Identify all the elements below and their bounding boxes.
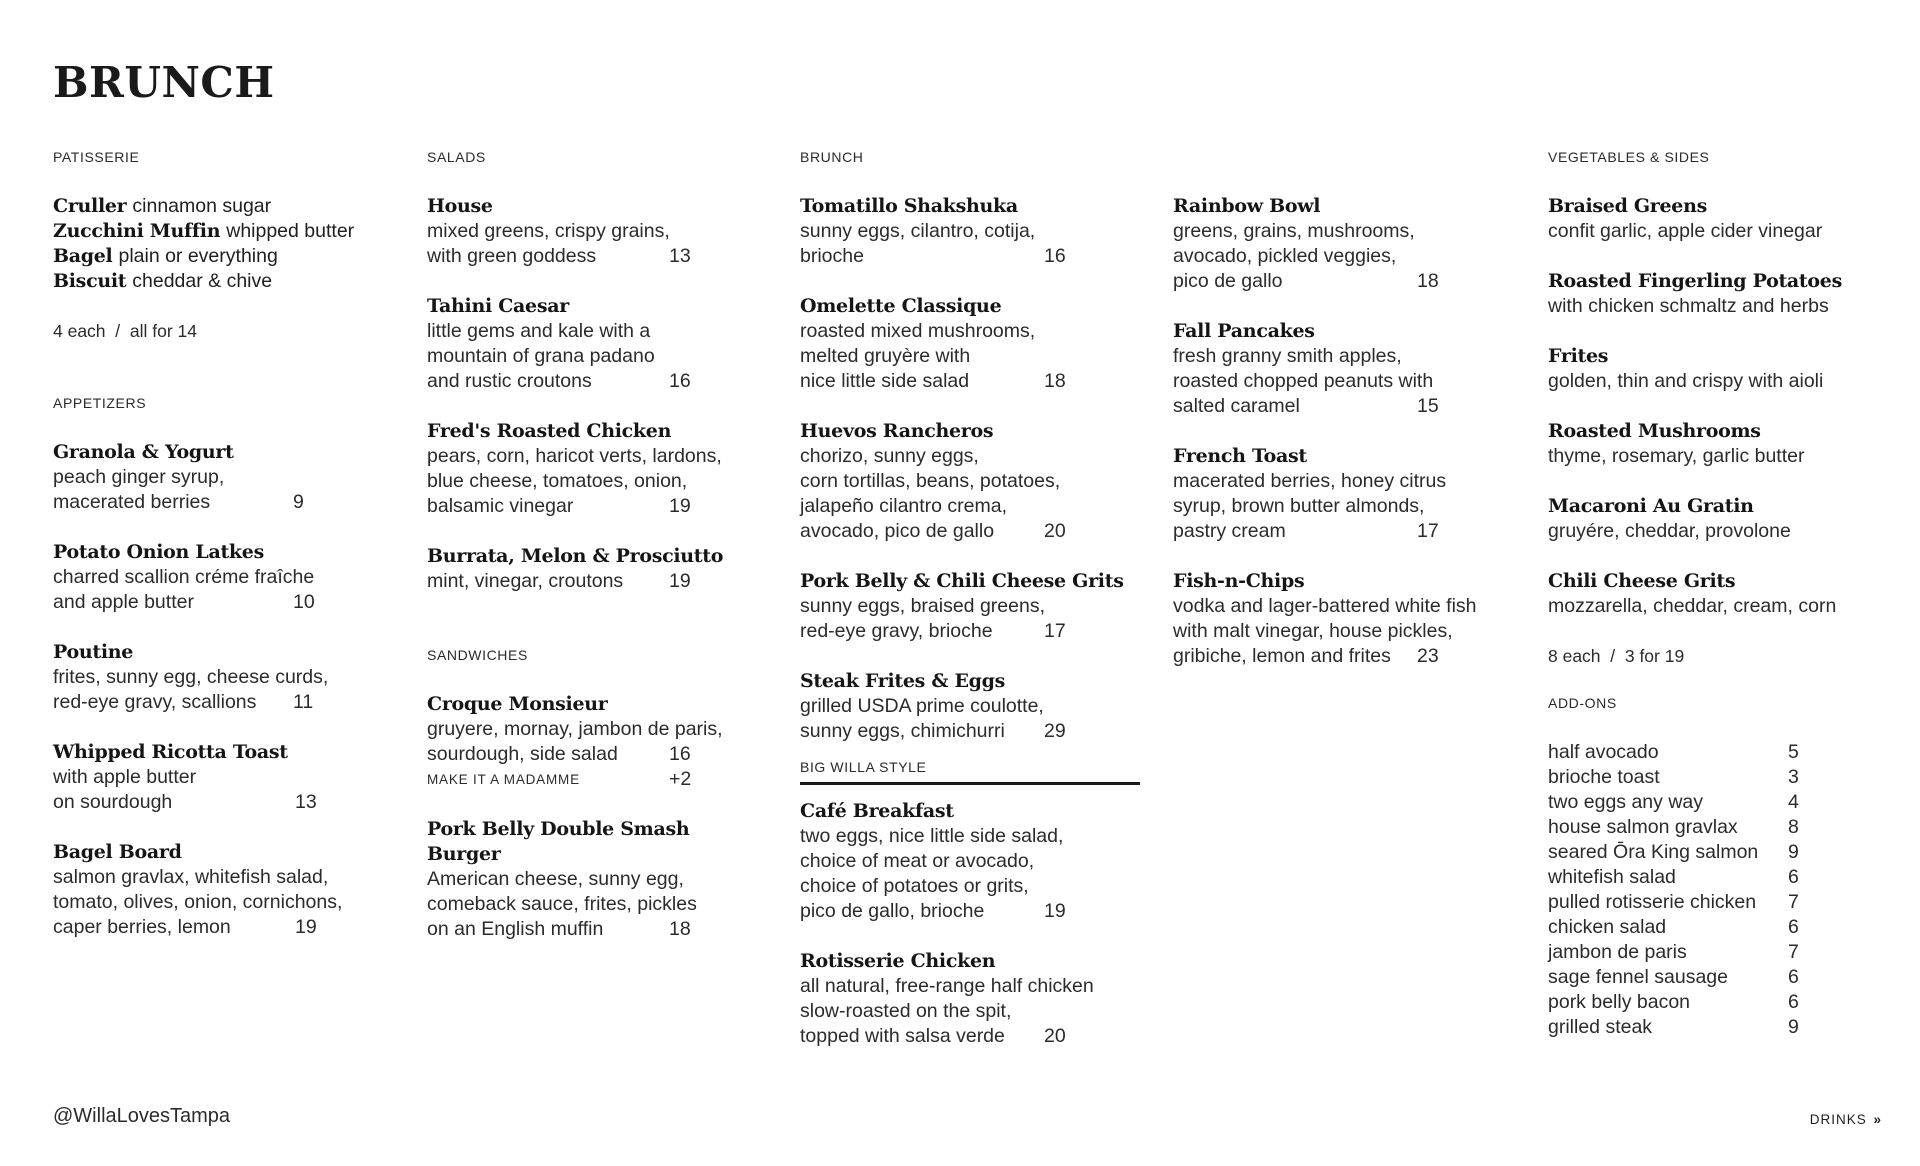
item-price: 19 <box>1044 900 1066 922</box>
item-desc: balsamic vinegar 19 <box>427 495 691 517</box>
item-desc: avocado, pico de gallo 20 <box>800 520 1066 542</box>
item-price: 10 <box>293 591 315 613</box>
item-desc: with green goddess 13 <box>427 245 691 267</box>
item-desc: little gems and kale with a <box>427 320 651 342</box>
page-title: BRUNCH <box>53 58 275 107</box>
item-desc: grilled USDA prime coulotte, <box>800 695 1044 717</box>
item-desc: salmon gravlax, whitefish salad, <box>53 866 329 888</box>
item-desc: caper berries, lemon 19 <box>53 916 317 938</box>
menu-item-shakshuka <box>800 194 1145 269</box>
item-desc: comeback sauce, frites, pickles <box>427 893 697 915</box>
addon-row: chicken salad 6 <box>1548 916 1799 938</box>
drinks-link[interactable] <box>1810 1112 1882 1127</box>
social-handle: @WillaLovesTampa <box>53 1105 231 1127</box>
addon-price: 4 <box>1788 791 1799 813</box>
menu-item-side <box>1548 269 1888 319</box>
item-desc: all natural, free-range half chicken <box>800 975 1094 997</box>
addon-row: whitefish salad 6 <box>1548 866 1799 888</box>
item-desc: macerated berries 9 <box>53 491 304 513</box>
addon-price: 3 <box>1788 766 1799 788</box>
item-desc: plain or everything <box>118 245 278 267</box>
item-desc: sunny eggs, cilantro, cotija, <box>800 220 1036 242</box>
item-desc: mixed greens, crispy grains, <box>427 220 670 242</box>
addon-price: 6 <box>1788 866 1799 888</box>
item-desc: chorizo, sunny eggs, <box>800 445 979 467</box>
item-desc: jalapeño cilantro crema, <box>800 495 1008 517</box>
item-name: French Toast <box>1173 445 1307 467</box>
menu-item-house-salad <box>427 194 767 269</box>
item-desc: red-eye gravy, scallions 11 <box>53 691 314 713</box>
section-label-brunch: BRUNCH <box>800 149 864 165</box>
patisserie-list <box>53 194 383 294</box>
item-price: 18 <box>1044 370 1066 392</box>
addon-price: 5 <box>1788 741 1799 763</box>
item-desc: choice of meat or avocado, <box>800 850 1035 872</box>
item-desc: peach ginger syrup, <box>53 466 225 488</box>
item-name: Biscuit <box>53 270 127 292</box>
addon-price: 9 <box>1788 1016 1799 1038</box>
item-price: 18 <box>1417 270 1439 292</box>
item-desc: pears, corn, haricot verts, lardons, <box>427 445 722 467</box>
item-desc: on an English muffin 18 <box>427 918 691 940</box>
item-name: Roasted Mushrooms <box>1548 420 1761 442</box>
column-4 <box>1173 148 1513 694</box>
item-name: Whipped Ricotta Toast <box>53 741 288 763</box>
item-desc: pastry cream 17 <box>1173 520 1439 542</box>
item-name: Poutine <box>53 641 134 663</box>
item-desc: American cheese, sunny egg, <box>427 868 684 890</box>
addon-price: 6 <box>1788 916 1799 938</box>
item-desc: sunny eggs, chimichurri 29 <box>800 720 1066 742</box>
item-desc: charred scallion créme fraîche <box>53 566 315 588</box>
item-desc: roasted mixed mushrooms, <box>800 320 1036 342</box>
item-name: Pork Belly Double Smash Burger <box>427 818 690 865</box>
list-item <box>53 219 383 244</box>
item-desc: and apple butter 10 <box>53 591 315 613</box>
menu-item-tahini-caesar <box>427 294 767 394</box>
menu-item-rotisserie-chicken <box>800 949 1145 1049</box>
item-desc: mountain of grana padano <box>427 345 655 367</box>
item-price: 17 <box>1417 520 1439 542</box>
item-name: Fall Pancakes <box>1173 320 1315 342</box>
addon-price: 7 <box>1788 941 1799 963</box>
item-desc: macerated berries, honey citrus <box>1173 470 1447 492</box>
menu-item-omelette <box>800 294 1145 394</box>
addon-row: jambon de paris 7 <box>1548 941 1799 963</box>
item-desc: avocado, pickled veggies, <box>1173 245 1397 267</box>
list-item <box>53 269 383 294</box>
item-price: 20 <box>1044 1025 1066 1047</box>
item-name: Macaroni Au Gratin <box>1548 495 1754 517</box>
section-label-big-willa: BIG WILLA STYLE <box>800 759 927 775</box>
column-2 <box>427 148 767 967</box>
item-name: Frites <box>1548 345 1609 367</box>
addon-price: 8 <box>1788 816 1799 838</box>
menu-item-french-toast <box>1173 444 1513 544</box>
item-desc: salted caramel 15 <box>1173 395 1439 417</box>
section-label-empty <box>1173 148 1513 166</box>
menu-item-granola <box>53 440 383 515</box>
item-desc: pico de gallo 18 <box>1173 270 1439 292</box>
item-desc: topped with salsa verde 20 <box>800 1025 1066 1047</box>
item-price: 13 <box>295 791 317 813</box>
item-price: 20 <box>1044 520 1066 542</box>
item-desc: vodka and lager-battered white fish <box>1173 595 1477 617</box>
menu-item-pork-belly-grits <box>800 569 1145 644</box>
addon-row: brioche toast 3 <box>1548 766 1799 788</box>
item-desc: with apple butter <box>53 766 197 788</box>
addon-price: 6 <box>1788 991 1799 1013</box>
item-desc: nice little side salad 18 <box>800 370 1066 392</box>
menu-item-side <box>1548 494 1888 544</box>
menu-item-cafe-breakfast <box>800 799 1145 924</box>
item-price: 16 <box>669 743 691 765</box>
item-desc: syrup, brown butter almonds, <box>1173 495 1425 517</box>
menu-item-side <box>1548 569 1888 619</box>
madamme-price: +2 <box>669 768 692 790</box>
section-divider <box>800 782 1140 785</box>
item-name: Fish-n-Chips <box>1173 570 1305 592</box>
menu-item-huevos-rancheros <box>800 419 1145 544</box>
menu-item-side <box>1548 419 1888 469</box>
drinks-link-label: DRINKS <box>1809 1112 1867 1127</box>
section-label-sandwiches: SANDWICHES <box>427 647 528 663</box>
item-price: 19 <box>669 495 691 517</box>
patisserie-pricing: 4 each / all for 14 <box>53 321 197 341</box>
menu-item-latkes <box>53 540 383 615</box>
item-desc: blue cheese, tomatoes, onion, <box>427 470 688 492</box>
item-name: Rainbow Bowl <box>1173 195 1321 217</box>
addon-row: grilled steak 9 <box>1548 1016 1799 1038</box>
item-desc: gribiche, lemon and frites 23 <box>1173 645 1439 667</box>
addon-row: pulled rotisserie chicken 7 <box>1548 891 1799 913</box>
item-name: Burrata, Melon & Prosciutto <box>427 545 724 567</box>
item-desc: greens, grains, mushrooms, <box>1173 220 1415 242</box>
item-price: 16 <box>1044 245 1066 267</box>
section-label-appetizers: APPETIZERS <box>53 395 147 411</box>
item-name: Steak Frites & Eggs <box>800 670 1006 692</box>
addon-row: half avocado 5 <box>1548 741 1799 763</box>
menu-item-fish-n-chips <box>1173 569 1513 669</box>
list-item <box>53 244 383 269</box>
item-price: 19 <box>669 570 691 592</box>
item-desc: confit garlic, apple cider vinegar <box>1548 220 1823 242</box>
menu-item-fall-pancakes <box>1173 319 1513 419</box>
section-label-patisserie: PATISSERIE <box>53 149 140 165</box>
item-price: 11 <box>293 691 314 713</box>
section-label-salads: SALADS <box>427 149 486 165</box>
column-1 <box>53 148 383 965</box>
menu-item-side <box>1548 344 1888 394</box>
item-price: 18 <box>669 918 691 940</box>
item-desc: with malt vinegar, house pickles, <box>1173 620 1453 642</box>
item-desc: mozzarella, cheddar, cream, corn <box>1548 595 1837 617</box>
menu-item-roasted-chicken-salad <box>427 419 767 519</box>
addon-row: house salmon gravlax 8 <box>1548 816 1799 838</box>
double-chevron-right-icon: » <box>1873 1112 1882 1127</box>
item-desc: sourdough, side salad 16 <box>427 743 691 765</box>
menu-item-side <box>1548 194 1888 244</box>
item-name: Fred's Roasted Chicken <box>427 420 672 442</box>
addon-price: 6 <box>1788 966 1799 988</box>
item-name: Granola & Yogurt <box>53 441 234 463</box>
item-desc: brioche 16 <box>800 245 1066 267</box>
item-name: Roasted Fingerling Potatoes <box>1548 270 1842 292</box>
addon-row: sage fennel sausage 6 <box>1548 966 1799 988</box>
item-desc: roasted chopped peanuts with <box>1173 370 1434 392</box>
item-name: Potato Onion Latkes <box>53 541 264 563</box>
item-name: Rotisserie Chicken <box>800 950 996 972</box>
item-desc: mint, vinegar, croutons 19 <box>427 570 691 592</box>
addon-row: seared Ōra King salmon 9 <box>1548 841 1799 863</box>
menu-item-ricotta-toast <box>53 740 383 815</box>
menu-item-smash-burger <box>427 817 767 942</box>
item-desc: gruyere, mornay, jambon de paris, <box>427 718 723 740</box>
item-desc: choice of potatoes or grits, <box>800 875 1029 897</box>
madamme-option: MAKE IT A MADAMME +2 <box>427 768 692 790</box>
item-name: Huevos Rancheros <box>800 420 994 442</box>
item-desc: on sourdough 13 <box>53 791 317 813</box>
item-name: Croque Monsieur <box>427 693 608 715</box>
item-name: Café Breakfast <box>800 800 954 822</box>
addon-row: two eggs any way 4 <box>1548 791 1799 813</box>
item-name: Cruller <box>53 195 127 217</box>
item-desc: with chicken schmaltz and herbs <box>1548 295 1829 317</box>
item-desc: melted gruyère with <box>800 345 971 367</box>
menu-item-burrata <box>427 544 767 594</box>
item-name: Zucchini Muffin <box>53 220 221 242</box>
section-label-addons: ADD-ONS <box>1548 695 1617 711</box>
addon-row: pork belly bacon 6 <box>1548 991 1799 1013</box>
item-desc: slow-roasted on the spit, <box>800 1000 1012 1022</box>
list-item <box>53 194 383 219</box>
menu-item-steak-frites <box>800 669 1145 744</box>
item-price: 17 <box>1044 620 1066 642</box>
item-price: 13 <box>669 245 691 267</box>
item-price: 19 <box>295 916 317 938</box>
item-name: Omelette Classique <box>800 295 1002 317</box>
addons-list <box>1548 740 1888 1040</box>
addon-price: 9 <box>1788 841 1799 863</box>
column-3 <box>800 148 1145 1074</box>
menu-item-bagel-board <box>53 840 383 940</box>
item-desc: two eggs, nice little side salad, <box>800 825 1064 847</box>
item-name: Tahini Caesar <box>427 295 569 317</box>
item-desc: fresh granny smith apples, <box>1173 345 1402 367</box>
item-desc: pico de gallo, brioche 19 <box>800 900 1066 922</box>
column-5 <box>1548 148 1888 1040</box>
item-name: Bagel <box>53 245 113 267</box>
item-price: 9 <box>293 491 304 513</box>
item-name: Braised Greens <box>1548 195 1708 217</box>
item-name: Chili Cheese Grits <box>1548 570 1736 592</box>
item-desc: thyme, rosemary, garlic butter <box>1548 445 1805 467</box>
item-name: Pork Belly & Chili Cheese Grits <box>800 570 1124 592</box>
item-desc: frites, sunny egg, cheese curds, <box>53 666 329 688</box>
item-name: Bagel Board <box>53 841 182 863</box>
item-price: 29 <box>1044 720 1066 742</box>
item-desc: cheddar & chive <box>132 270 273 292</box>
sides-pricing: 8 each / 3 for 19 <box>1548 646 1685 666</box>
item-desc: and rustic croutons 16 <box>427 370 691 392</box>
section-label-sides: VEGETABLES & SIDES <box>1548 149 1710 165</box>
menu-item-rainbow-bowl <box>1173 194 1513 294</box>
item-desc: cinnamon sugar <box>132 195 272 217</box>
item-desc: gruyére, cheddar, provolone <box>1548 520 1791 542</box>
menu-item-croque-monsieur <box>427 692 767 792</box>
item-price: 23 <box>1417 645 1439 667</box>
item-name: House <box>427 195 493 217</box>
item-desc: tomato, olives, onion, cornichons, <box>53 891 343 913</box>
addon-price: 7 <box>1788 891 1799 913</box>
item-desc: corn tortillas, beans, potatoes, <box>800 470 1061 492</box>
item-desc: red-eye gravy, brioche 17 <box>800 620 1066 642</box>
item-desc: sunny eggs, braised greens, <box>800 595 1045 617</box>
item-desc: whipped butter <box>226 220 355 242</box>
item-desc: golden, thin and crispy with aioli <box>1548 370 1824 392</box>
item-price: 15 <box>1417 395 1439 417</box>
menu-item-poutine <box>53 640 383 715</box>
item-price: 16 <box>669 370 691 392</box>
item-name: Tomatillo Shakshuka <box>800 195 1018 217</box>
